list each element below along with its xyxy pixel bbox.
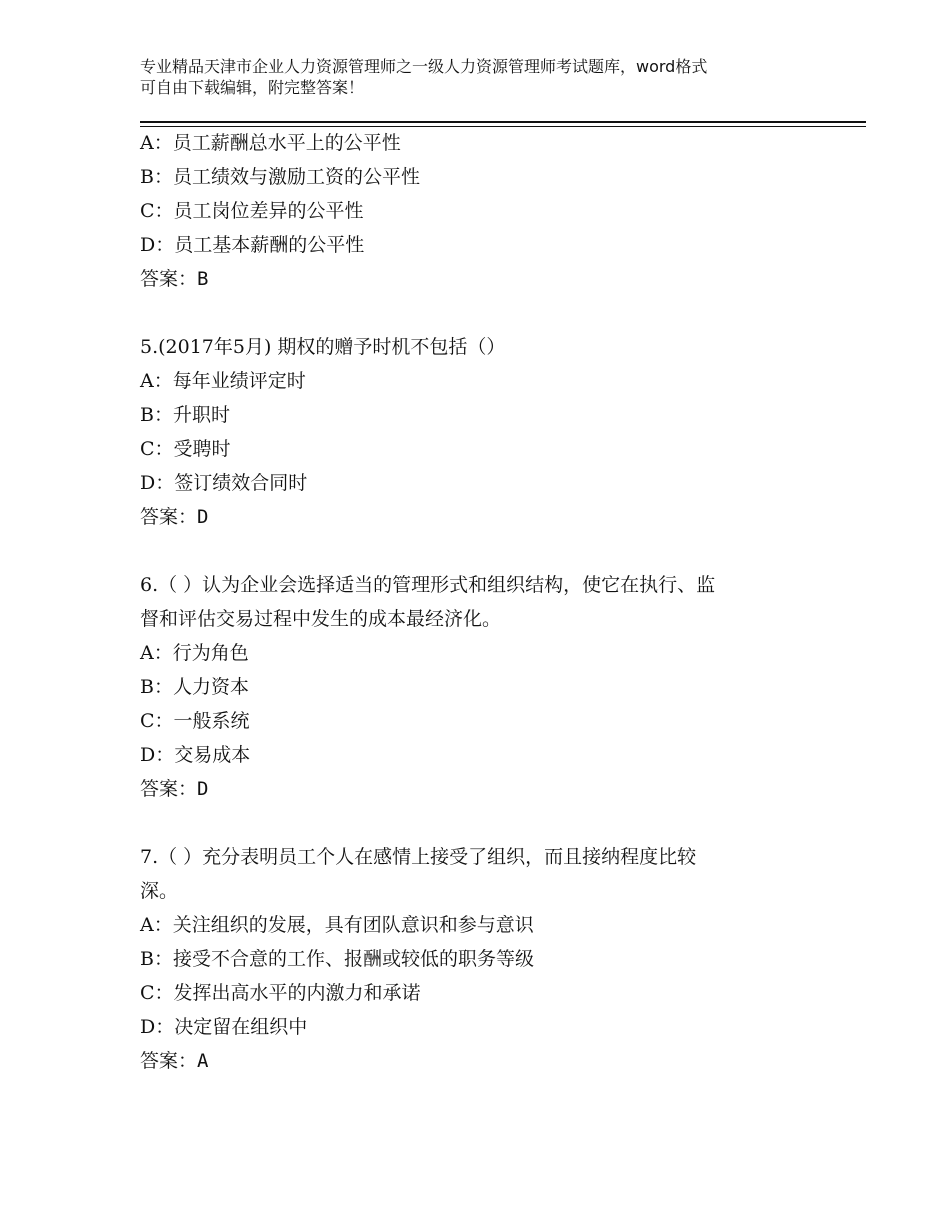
option-c: C：发挥出高水平的内激力和承诺: [140, 982, 421, 1004]
header-line-2: 可自由下载编辑，附完整答案！: [140, 78, 365, 97]
answer-line: [140, 262, 840, 296]
question-4: [140, 126, 840, 296]
option-b: B：员工绩效与激励工资的公平性: [140, 166, 420, 188]
question-7: [140, 840, 840, 1078]
answer-line: [140, 500, 840, 534]
answer-label: 答案：: [140, 1050, 198, 1072]
question-6: [140, 568, 840, 806]
answer-value: A: [197, 1050, 209, 1072]
option-a: A：关注组织的发展，具有团队意识和参与意识: [140, 914, 534, 936]
question-text-line-2: 深。: [140, 880, 179, 902]
option-c: C：一般系统: [140, 710, 250, 732]
option-d: D：员工基本薪酬的公平性: [140, 234, 365, 256]
question-content: [140, 126, 840, 1078]
option-c: C：员工岗位差异的公平性: [140, 200, 364, 222]
answer-label: 答案：: [140, 778, 198, 800]
option-b: B：升职时: [140, 404, 230, 426]
header-line-1: 专业精品天津市企业人力资源管理师之一级人力资源管理师考试题库，word格式: [140, 57, 708, 76]
answer-value: D: [197, 778, 209, 800]
answer-label: 答案：: [140, 506, 198, 528]
option-b: B：人力资本: [140, 676, 249, 698]
document-header: [140, 56, 840, 98]
option-d: D：交易成本: [140, 744, 251, 766]
option-a: A：行为角色: [140, 642, 249, 664]
option-a: A：每年业绩评定时: [140, 370, 306, 392]
question-text-line-1: 7.（ ）充分表明员工个人在感情上接受了组织，而且接纳程度比较: [140, 846, 697, 868]
question-text-line-2: 督和评估交易过程中发生的成本最经济化。: [140, 608, 502, 630]
option-d: D：决定留在组织中: [140, 1016, 308, 1038]
option-c: C：受聘时: [140, 438, 231, 460]
answer-line: [140, 1044, 840, 1078]
answer-line: [140, 772, 840, 806]
option-d: D：签订绩效合同时: [140, 472, 308, 494]
answer-value: D: [197, 506, 209, 528]
answer-value: B: [197, 268, 209, 290]
question-text: 5.(2017年5月) 期权的赠予时机不包括（）: [140, 336, 506, 358]
option-a: A：员工薪酬总水平上的公平性: [140, 132, 401, 154]
option-b: B：接受不合意的工作、报酬或较低的职务等级: [140, 948, 534, 970]
header-divider-thick: [140, 121, 866, 123]
question-5: [140, 330, 840, 534]
question-text-line-1: 6.（ ）认为企业会选择适当的管理形式和组织结构，使它在执行、监: [140, 574, 716, 596]
answer-label: 答案：: [140, 268, 198, 290]
